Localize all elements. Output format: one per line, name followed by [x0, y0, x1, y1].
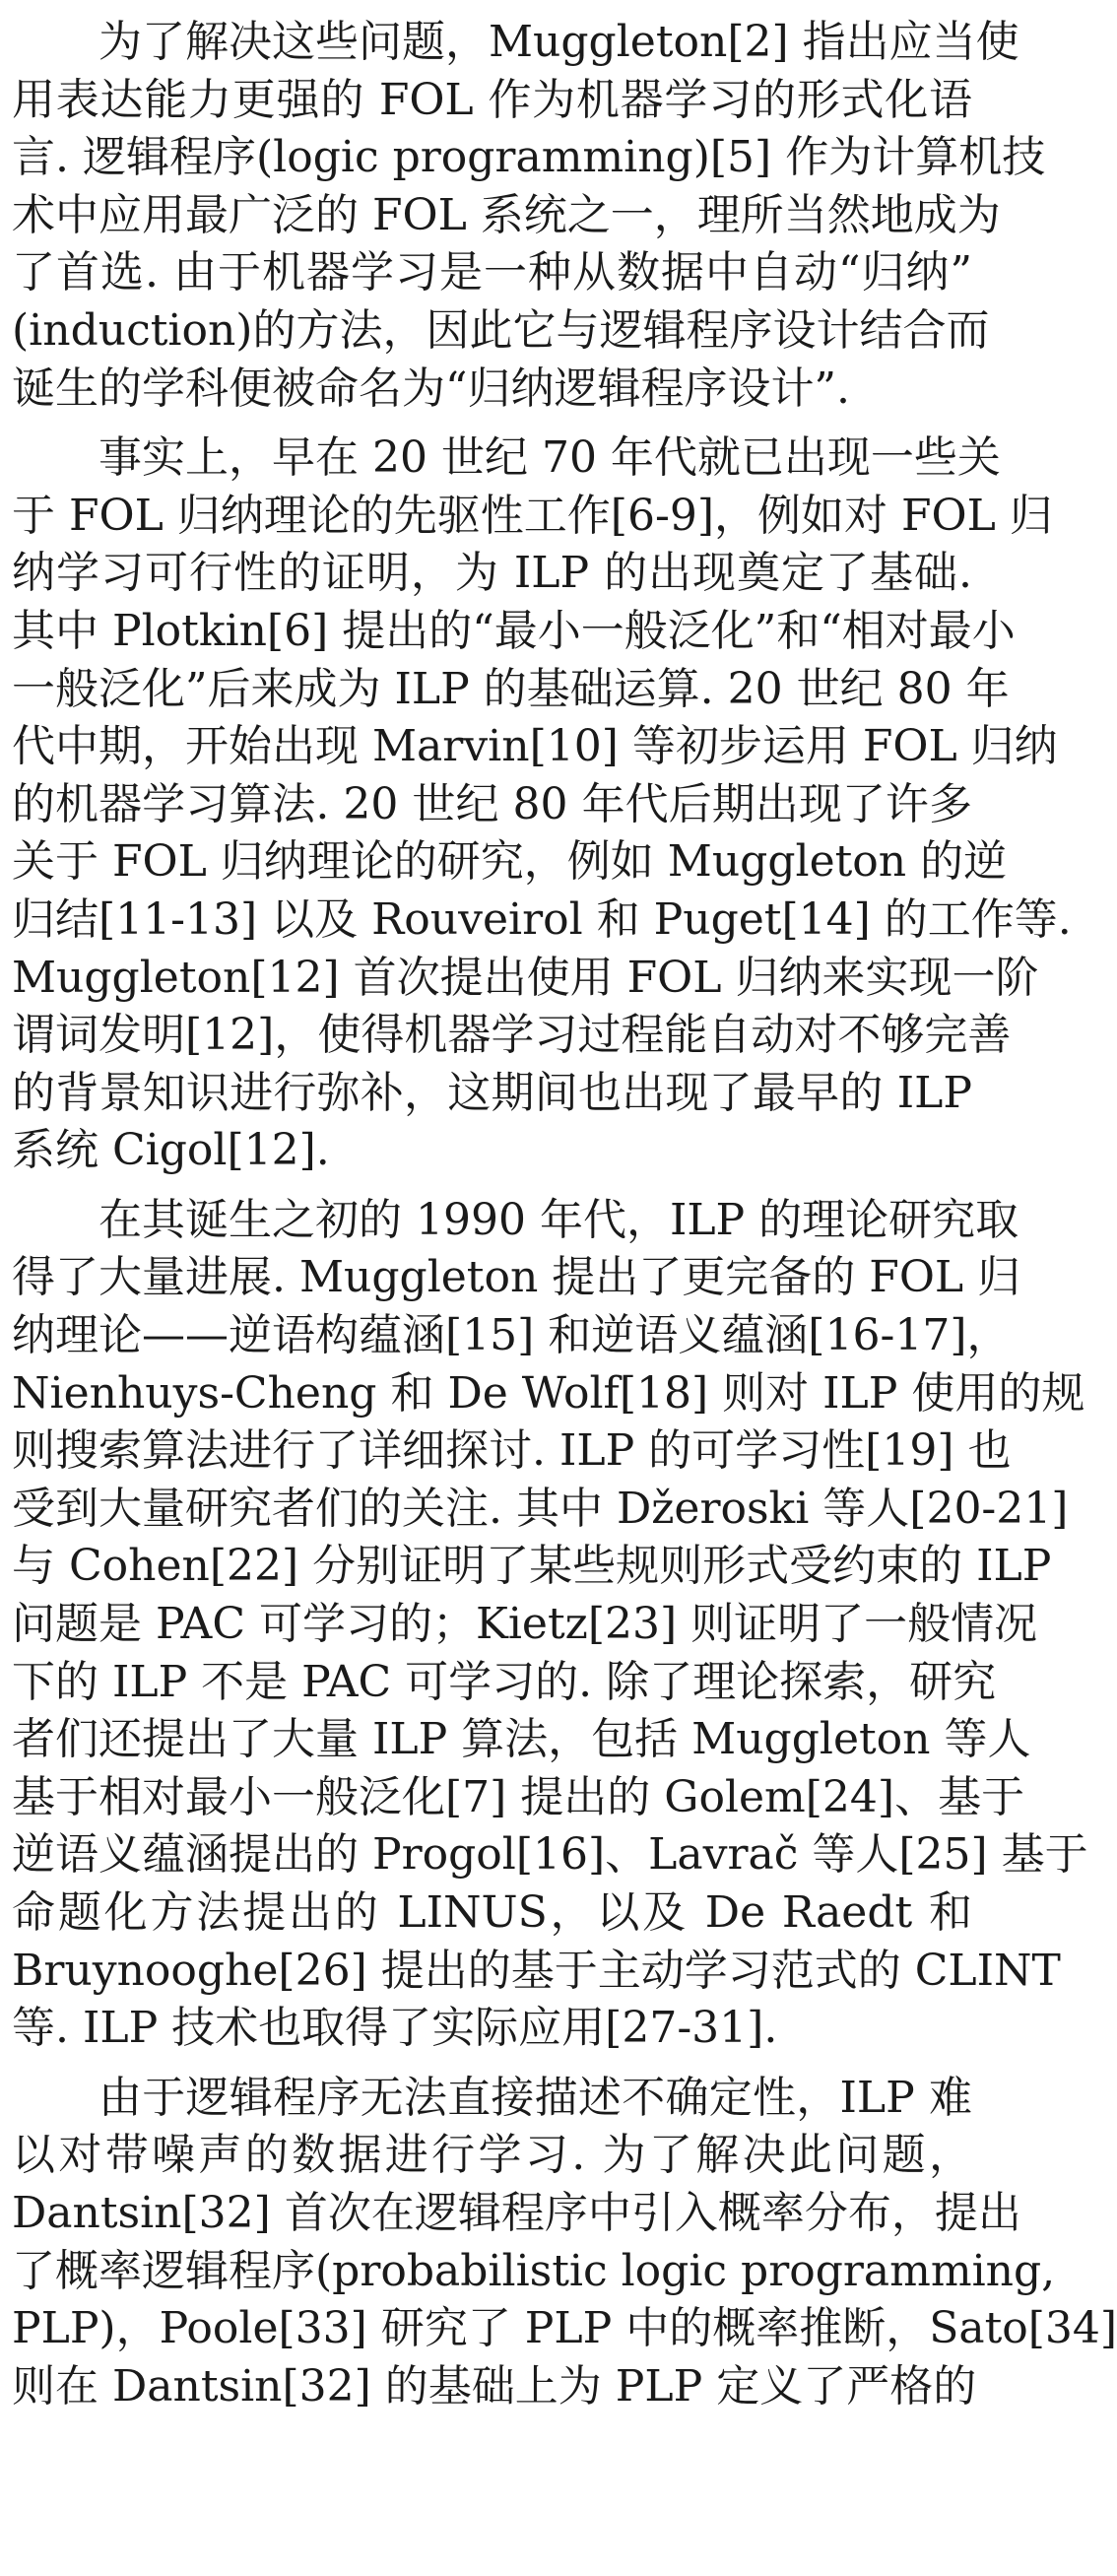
text-line: 其中 Plotkin[6] 提出的“最小一般泛化”和“相对最小	[12, 605, 1016, 656]
text-line: 命题化方法提出的 LINUS，以及 De Raedt 和	[12, 1887, 972, 1938]
paragraph-gap	[0, 2058, 984, 2070]
text-line: PLP)，Poole[33] 研究了 PLP 中的概率推断，Sato[34]	[12, 2303, 1117, 2354]
text-line: Dantsin[32] 首次在逻辑程序中引入概率分布，提出	[12, 2187, 1021, 2238]
text-line: 纳理论——逆语构蕴涵[15] 和逆语义蕴涵[16-17]，	[12, 1310, 1011, 1361]
paragraph	[0, 429, 1072, 1180]
text-line: 了首选. 由于机器学习是一种从数据中自动“归纳”	[12, 247, 972, 298]
text-line: 了概率逻辑程序(probabilistic logic programming,	[12, 2245, 1056, 2296]
text-line: 归结[11-13] 以及 Rouveirol 和 Puget[14] 的工作等.	[12, 893, 1072, 945]
text-line: 关于 FOL 归纳理论的研究，例如 Muggleton 的逆	[12, 836, 1008, 888]
text-line: 的机器学习算法. 20 世纪 80 年代后期出现了许多	[12, 778, 972, 829]
text-line: 纳学习可行性的证明，为 ILP 的出现奠定了基础.	[12, 548, 972, 599]
text-line: Bruynooghe[26] 提出的基于主动学习范式的 CLINT	[12, 1945, 1061, 1996]
text-line: 者们还提出了大量 ILP 算法，包括 Muggleton 等人	[12, 1714, 1031, 1765]
text-line: 用表达能力更强的 FOL 作为机器学习的形式化语	[12, 74, 972, 125]
text-line: 谓词发明[12]，使得机器学习过程能自动对不够完善	[12, 1010, 1012, 1061]
text-line: 言. 逻辑程序(logic programming)[5] 作为计算机技	[12, 132, 1046, 183]
text-line: 系统 Cigol[12].	[12, 1125, 330, 1176]
text-line: 于 FOL 归纳理论的先驱性工作[6-9]，例如对 FOL 归	[12, 490, 1053, 541]
text-line: 由于逻辑程序无法直接描述不确定性，ILP 难	[99, 2072, 972, 2123]
text-line: (induction)的方法，因此它与逻辑程序设计结合而	[12, 304, 990, 356]
text-line: 代中期，开始出现 Marvin[10] 等初步运用 FOL 归纳	[12, 721, 1058, 772]
text-line: 则搜索算法进行了详细探讨. ILP 的可学习性[19] 也	[12, 1425, 1012, 1477]
text-line: 等. ILP 技术也取得了实际应用[27-31].	[12, 2003, 778, 2054]
text-line: 与 Cohen[22] 分别证明了某些规则形式受约束的 ILP	[12, 1541, 1052, 1592]
text-line: 下的 ILP 不是 PAC 可学习的. 除了理论探索，研究	[12, 1656, 997, 1707]
text-line: 逆语义蕴涵提出的 Progol[16]、Lavrač 等人[25] 基于	[12, 1829, 1088, 1881]
text-line: 受到大量研究者们的关注. 其中 Džeroski 等人[20-21]	[12, 1483, 1069, 1534]
paragraph	[0, 1192, 1088, 2058]
text-line: 诞生的学科便被命名为“归纳逻辑程序设计”.	[12, 363, 850, 414]
text-line: 基于相对最小一般泛化[7] 提出的 Golem[24]、基于	[12, 1771, 1025, 1822]
text-line: 得了大量进展. Muggleton 提出了更完备的 FOL 归	[12, 1252, 1021, 1303]
text-line: 事实上，早在 20 世纪 70 年代就已出现一些关	[99, 432, 1001, 484]
paragraph	[0, 14, 1046, 418]
text-line: Muggleton[12] 首次提出使用 FOL 归纳来实现一阶	[12, 952, 1039, 1003]
text-line: 的背景知识进行弥补，这期间也出现了最早的 ILP	[12, 1067, 972, 1118]
text-line: Nienhuys-Cheng 和 De Wolf[18] 则对 ILP 使用的规	[12, 1367, 1085, 1419]
text-line: 则在 Dantsin[32] 的基础上为 PLP 定义了严格的	[12, 2360, 977, 2411]
paragraph-gap	[0, 418, 984, 429]
text-line: 以对带噪声的数据进行学习. 为了解决此问题，	[12, 2130, 972, 2181]
text-line: 一般泛化”后来成为 ILP 的基础运算. 20 世纪 80 年	[12, 663, 1010, 714]
text-line: 为了解决这些问题，Muggleton[2] 指出应当使	[99, 17, 1019, 67]
text-line: 在其诞生之初的 1990 年代，ILP 的理论研究取	[99, 1194, 1019, 1245]
paragraph-gap	[0, 1180, 984, 1192]
paragraph	[0, 2070, 1117, 2416]
text-line: 问题是 PAC 可学习的；Kietz[23] 则证明了一般情况	[12, 1599, 1038, 1650]
text-line: 术中应用最广泛的 FOL 系统之一，理所当然地成为	[12, 189, 1001, 240]
